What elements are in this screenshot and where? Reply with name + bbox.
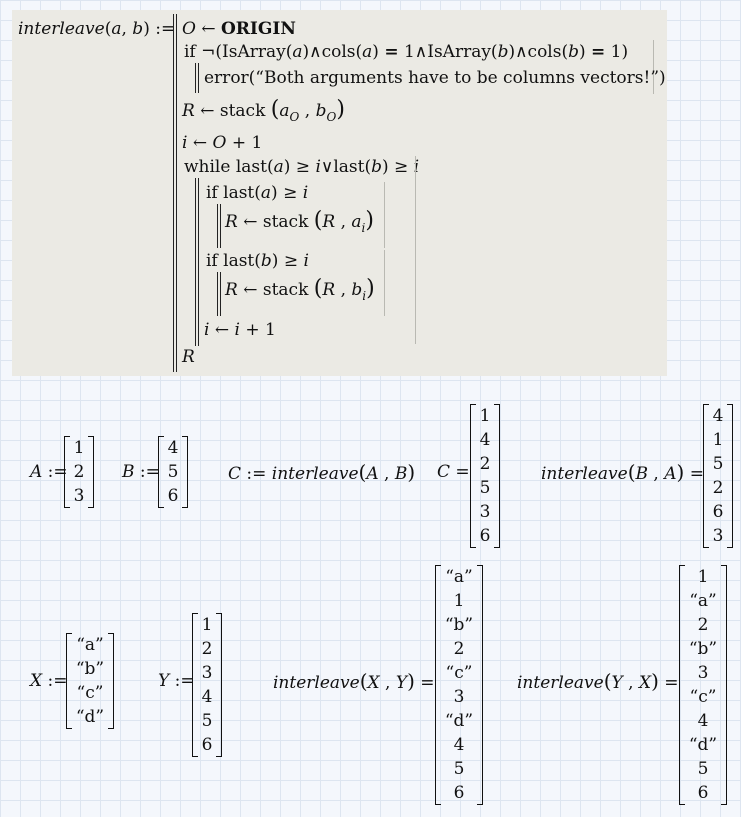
program-region[interactable] xyxy=(12,10,667,376)
matrix-cell: 2 xyxy=(697,615,709,635)
matrix-cell: 5 xyxy=(167,462,179,482)
program-line-origin: O ← ORIGIN xyxy=(182,19,296,39)
program-line-stack-a: R ← stack (R , $a_i$) xyxy=(225,208,374,235)
matrix-cell: 4 xyxy=(479,430,491,450)
matrix-cell: 5 xyxy=(201,711,213,731)
matrix-cell: “c” xyxy=(689,687,717,707)
function-definition: interleave(a, b) := xyxy=(18,19,176,39)
matrix-cell: 6 xyxy=(453,783,465,803)
matrix-cell: “c” xyxy=(445,663,473,683)
matrix-cell: 3 xyxy=(73,486,85,506)
program-line-error: error(“Both arguments have to be columns vectors!”) xyxy=(204,68,666,88)
matrix-cell: 1 xyxy=(201,615,213,635)
matrix-cell: 1 xyxy=(453,591,465,611)
matrix-cell: 5 xyxy=(697,759,709,779)
matrix-cell: “d” xyxy=(444,711,474,731)
A-matrix[interactable] xyxy=(64,436,94,508)
matrix-cell: “d” xyxy=(688,735,718,755)
while-bar xyxy=(198,178,199,346)
matrix-cell: 6 xyxy=(479,526,491,546)
matrix-cell: 1 xyxy=(479,406,491,426)
if-bar xyxy=(198,63,199,93)
interleave-XY-label[interactable]: interleave(X , Y) = xyxy=(273,669,435,693)
if-a-bar xyxy=(220,204,221,248)
matrix-cell: 6 xyxy=(697,783,709,803)
B-matrix[interactable] xyxy=(158,436,188,508)
Y-matrix[interactable] xyxy=(192,613,222,757)
matrix-cell: “d” xyxy=(75,707,105,727)
matrix-cell: 6 xyxy=(201,735,213,755)
interleave-YX-label[interactable]: interleave(Y , X) = xyxy=(517,669,679,693)
matrix-cell: 3 xyxy=(479,502,491,522)
program-line-if-b: if last(b) ≥ i xyxy=(206,251,309,271)
program-line-while: while last(a) ≥ i∨last(b) ≥ i xyxy=(184,157,420,177)
matrix-cell: 4 xyxy=(697,711,709,731)
matrix-cell: 2 xyxy=(453,639,465,659)
if-a-bar xyxy=(217,204,218,248)
matrix-cell: 5 xyxy=(712,454,724,474)
XY-matrix xyxy=(435,565,483,805)
if-b-bar xyxy=(220,272,221,316)
A-definition: A := xyxy=(30,462,68,482)
program-line-stack-init: R ← stack ($a_O$ , $b_O$) xyxy=(182,97,345,124)
C-matrix xyxy=(470,404,500,548)
matrix-cell: “b” xyxy=(444,615,474,635)
matrix-cell: 4 xyxy=(201,687,213,707)
X-matrix[interactable] xyxy=(66,633,114,729)
matrix-cell: 1 xyxy=(697,567,709,587)
program-bar xyxy=(176,14,177,372)
if-b-edge xyxy=(384,250,385,316)
matrix-cell: 2 xyxy=(201,639,213,659)
BA-matrix xyxy=(703,404,733,548)
C-result-label: C = xyxy=(437,462,470,482)
if-b-bar xyxy=(217,272,218,316)
matrix-cell: 6 xyxy=(712,502,724,522)
matrix-cell: 3 xyxy=(201,663,213,683)
program-line-if-a: if last(a) ≥ i xyxy=(206,183,309,203)
X-definition: X := xyxy=(30,671,68,691)
if-a-edge xyxy=(384,182,385,248)
interleave-BA-label[interactable]: interleave(B , A) = xyxy=(541,460,704,484)
matrix-cell: 5 xyxy=(453,759,465,779)
B-definition: B := xyxy=(122,462,160,482)
matrix-cell: 3 xyxy=(712,526,724,546)
matrix-cell: 6 xyxy=(167,486,179,506)
Y-definition: Y := xyxy=(158,671,195,691)
matrix-cell: 2 xyxy=(479,454,491,474)
program-bar xyxy=(173,14,174,372)
matrix-cell: 1 xyxy=(73,438,85,458)
matrix-cell: “a” xyxy=(445,567,473,587)
matrix-cell: 4 xyxy=(712,406,724,426)
matrix-cell: 4 xyxy=(453,735,465,755)
matrix-cell: 1 xyxy=(712,430,724,450)
matrix-cell: “b” xyxy=(688,639,718,659)
matrix-cell: 2 xyxy=(73,462,85,482)
program-line-if-check: if ¬(IsArray(a)∧cols(a) = 1∧IsArray(b)∧cols(b) = 1) xyxy=(184,42,629,62)
matrix-cell: “a” xyxy=(689,591,717,611)
program-line-return: R xyxy=(182,347,195,367)
program-line-stack-b: R ← stack (R , $b_i$) xyxy=(225,276,375,303)
matrix-cell: 2 xyxy=(712,478,724,498)
YX-matrix xyxy=(679,565,727,805)
program-line-i-init: i ← O + 1 xyxy=(182,133,263,153)
matrix-cell: 5 xyxy=(479,478,491,498)
while-bar xyxy=(195,178,196,346)
C-definition[interactable]: C := interleave(A , B) xyxy=(228,460,416,484)
matrix-cell: 3 xyxy=(453,687,465,707)
matrix-cell: “b” xyxy=(75,659,105,679)
matrix-cell: “a” xyxy=(76,635,104,655)
matrix-cell: 4 xyxy=(167,438,179,458)
if-bar xyxy=(195,63,196,93)
program-line-increment: i ← i + 1 xyxy=(204,320,276,340)
matrix-cell: “c” xyxy=(76,683,104,703)
while-edge xyxy=(415,156,416,344)
matrix-cell: 3 xyxy=(697,663,709,683)
